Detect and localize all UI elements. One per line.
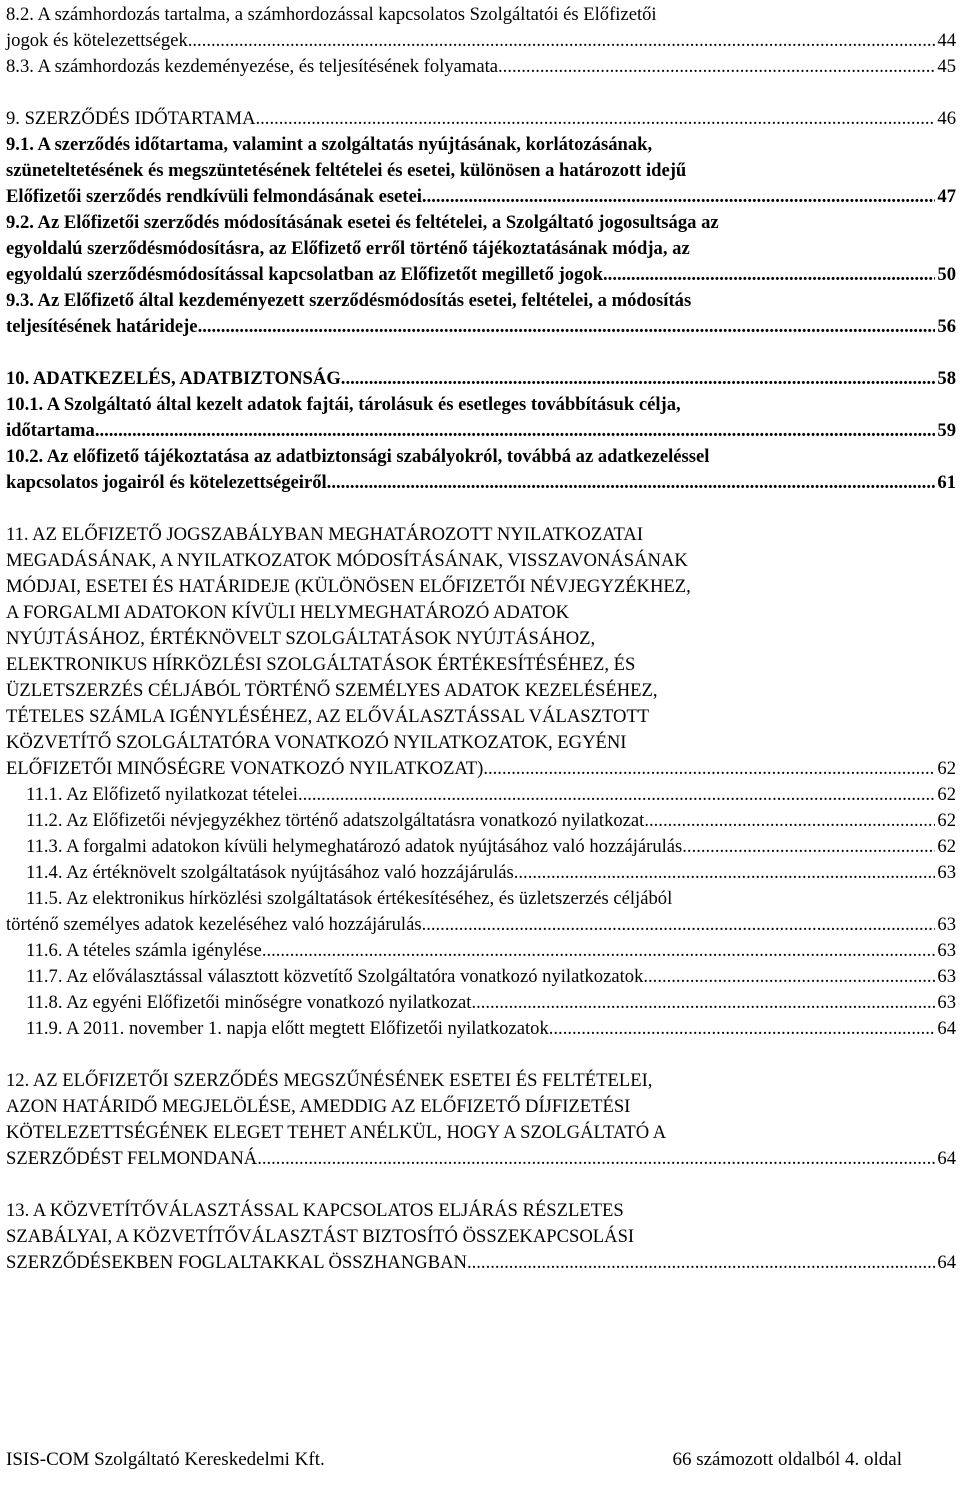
- toc-page-number: 63: [937, 992, 956, 1013]
- dot-leader: [341, 366, 936, 392]
- toc-entry-line: KÖZVETÍTŐ SZOLGÁLTATÓRA VONATKOZÓ NYILATKOZATOK, EGYÉNI: [6, 732, 627, 753]
- toc-entry-title: 11.8. Az egyéni Előfizetői minőségre vonatkozó nyilatkozat: [26, 992, 472, 1013]
- toc-entry-title: 11.3. A forgalmi adatokon kívüli helymeghatározó adatok nyújtásához való hozzájárulás: [26, 836, 683, 857]
- toc-entry-line: szüneteltetésének és megszüntetésének feltételei és esetei, különösen a határozott idejű: [6, 160, 687, 181]
- toc-entry[interactable]: [6, 834, 956, 860]
- dot-leader: [498, 54, 935, 80]
- dot-leader: [514, 860, 936, 886]
- toc-entry[interactable]: [6, 522, 956, 782]
- toc-entry-last-line: [6, 938, 956, 964]
- toc-entry-title: 11.9. A 2011. november 1. napja előtt megtett Előfizetői nyilatkozatok: [26, 1018, 549, 1039]
- toc-entry-line: A FORGALMI ADATOKON KÍVÜLI HELYMEGHATÁROZÓ ADATOK: [6, 602, 570, 623]
- toc-entry-last-line: [6, 366, 956, 392]
- toc-page-number: 62: [937, 784, 956, 805]
- toc-page-number: 63: [937, 914, 956, 935]
- toc-entry-title: időtartama: [6, 420, 95, 441]
- toc-entry[interactable]: [6, 964, 956, 990]
- toc-entry-line: ELEKTRONIKUS HÍRKÖZLÉSI SZOLGÁLTATÁSOK ÉRTÉKESÍTÉSÉHEZ, ÉS: [6, 654, 636, 675]
- toc-entry[interactable]: [6, 2, 956, 54]
- toc-page-number: 64: [937, 1252, 956, 1273]
- dot-leader: [644, 808, 935, 834]
- toc-entry-title: 10. ADATKEZELÉS, ADATBIZTONSÁG: [6, 368, 341, 389]
- toc-entry-line: MEGADÁSÁNAK, A NYILATKOZATOK MÓDOSÍTÁSÁNAK, VISSZAVONÁSÁNAK: [6, 550, 688, 571]
- toc-entry-title: teljesítésének határideje: [6, 316, 198, 337]
- toc-entry-last-line: [6, 834, 956, 860]
- dot-leader: [327, 470, 936, 496]
- toc-entry-last-line: [6, 184, 956, 210]
- dot-leader: [483, 756, 935, 782]
- toc-entry-line: SZABÁLYAI, A KÖZVETÍTŐVÁLASZTÁST BIZTOSÍTÓ ÖSSZEKAPCSOLÁSI: [6, 1226, 635, 1247]
- dot-leader: [643, 964, 935, 990]
- toc-page-number: 58: [937, 368, 956, 389]
- toc-page-number: 47: [937, 186, 956, 207]
- dot-leader: [549, 1016, 936, 1042]
- toc-entry-last-line: [6, 808, 956, 834]
- toc-entry-title: 11.7. Az előválasztással választott közvetítő Szolgáltatóra vonatkozó nyilatkozatok: [26, 966, 644, 987]
- dot-leader: [188, 28, 936, 54]
- toc-entry-last-line: [6, 912, 956, 938]
- toc-page-number: 62: [937, 836, 956, 857]
- toc-entry-title: 8.3. A számhordozás kezdeményezése, és teljesítésének folyamata: [6, 56, 499, 77]
- toc-entry-last-line: [6, 106, 956, 132]
- toc-entry-line: KÖTELEZETTSÉGÉNEK ELEGET TEHET ANÉLKÜL, HOGY A SZOLGÁLTATÓ A: [6, 1122, 667, 1143]
- toc-entry-line: 11. AZ ELŐFIZETŐ JOGSZABÁLYBAN MEGHATÁROZOTT NYILATKOZATAI: [6, 524, 644, 545]
- toc-entry-line: 10.1. A Szolgáltató által kezelt adatok fajtái, tárolásuk és esetleges továbbításuk célja,: [6, 394, 681, 415]
- dot-leader: [298, 782, 935, 808]
- dot-leader: [422, 184, 935, 210]
- table-of-contents: [6, 2, 956, 1276]
- toc-entry[interactable]: [6, 106, 956, 132]
- toc-entry-last-line: [6, 964, 956, 990]
- toc-entry-line: 10.2. Az előfizető tájékoztatása az adatbiztonsági szabályokról, továbbá az adatkezeléssel: [6, 446, 710, 467]
- toc-entry[interactable]: [6, 782, 956, 808]
- toc-entry-title: SZERZŐDÉSEKBEN FOGLALTAKKAL ÖSSZHANGBAN: [6, 1252, 467, 1273]
- toc-page-number: 44: [937, 30, 956, 51]
- toc-entry[interactable]: [6, 938, 956, 964]
- toc-entry-last-line: [6, 756, 956, 782]
- toc-entry-title: 11.6. A tételes számla igénylése: [26, 940, 262, 961]
- toc-page-number: 45: [937, 56, 956, 77]
- toc-entry-title: egyoldalú szerződésmódosítással kapcsolatban az Előfizetőt megillető jogok: [6, 264, 604, 285]
- toc-entry-title: kapcsolatos jogairól és kötelezettségeiről: [6, 472, 327, 493]
- toc-entry-last-line: [6, 262, 956, 288]
- footer-page-indicator: 66 számozott oldalból 4. oldal: [672, 1449, 902, 1470]
- toc-entry-line: AZON HATÁRIDŐ MEGJELÖLÉSE, AMEDDIG AZ ELŐFIZETŐ DÍJFIZETÉSI: [6, 1096, 631, 1117]
- toc-entry-line: 13. A KÖZVETÍTŐVÁLASZTÁSSAL KAPCSOLATOS ELJÁRÁS RÉSZLETES: [6, 1200, 624, 1221]
- dot-leader: [257, 1146, 935, 1172]
- footer-company-name: ISIS-COM Szolgáltató Kereskedelmi Kft.: [6, 1449, 325, 1470]
- toc-entry-last-line: [6, 1146, 956, 1172]
- toc-entry-line: MÓDJAI, ESETEI ÉS HATÁRIDEJE (KÜLÖNÖSEN ELŐFIZETŐI NÉVJEGYZÉKHEZ,: [6, 576, 691, 597]
- toc-page-number: 63: [937, 862, 956, 883]
- toc-page-number: 62: [937, 758, 956, 779]
- toc-entry-title: történő személyes adatok kezeléséhez való hozzájárulás: [6, 914, 422, 935]
- toc-entry-line: ÜZLETSZERZÉS CÉLJÁBÓL TÖRTÉNŐ SZEMÉLYES ADATOK KEZELÉSÉHEZ,: [6, 680, 658, 701]
- toc-entry-last-line: [6, 54, 956, 80]
- toc-entry-last-line: [6, 782, 956, 808]
- toc-entry-last-line: [6, 418, 956, 444]
- toc-entry-line: 9.3. Az Előfizető által kezdeményezett szerződésmódosítás esetei, feltételei, a módosítás: [6, 290, 692, 311]
- toc-entry-line: 9.2. Az Előfizetői szerződés módosításának esetei és feltételei, a Szolgáltató jogosultsága az: [6, 212, 719, 233]
- toc-page-number: 62: [937, 810, 956, 831]
- toc-page-number: 56: [937, 316, 956, 337]
- toc-entry-last-line: [6, 470, 956, 496]
- toc-entry-line: TÉTELES SZÁMLA IGÉNYLÉSÉHEZ, AZ ELŐVÁLASZTÁSSAL VÁLASZTOTT: [6, 706, 650, 727]
- toc-page-number: 64: [937, 1148, 956, 1169]
- toc-entry-title: ELŐFIZETŐI MINŐSÉGRE VONATKOZÓ NYILATKOZAT): [6, 758, 484, 779]
- toc-entry-title: 11.2. Az Előfizetői névjegyzékhez történő adatszolgáltatásra vonatkozó nyilatkozat: [26, 810, 645, 831]
- dot-leader: [262, 938, 936, 964]
- dot-leader: [422, 912, 936, 938]
- toc-entry-last-line: [6, 990, 956, 1016]
- toc-entry-line: egyoldalú szerződésmódosításra, az Előfizető erről történő tájékoztatásának módja, az: [6, 238, 690, 259]
- toc-entry-last-line: [6, 1250, 956, 1276]
- toc-entry[interactable]: [6, 392, 956, 444]
- dot-leader: [256, 106, 936, 132]
- toc-entry[interactable]: [6, 808, 956, 834]
- dot-leader: [95, 418, 936, 444]
- toc-entry-line: 8.2. A számhordozás tartalma, a számhordozással kapcsolatos Szolgáltatói és Előfizetői: [6, 4, 657, 25]
- toc-entry[interactable]: [6, 860, 956, 886]
- toc-entry-last-line: [6, 1016, 956, 1042]
- toc-entry-title: SZERZŐDÉST FELMONDANÁ: [6, 1148, 258, 1169]
- dot-leader: [198, 314, 936, 340]
- toc-entry-last-line: [6, 28, 956, 54]
- toc-entry-title: 11.4. Az értéknövelt szolgáltatások nyújtásához való hozzájárulás: [26, 862, 514, 883]
- toc-entry[interactable]: [6, 886, 956, 938]
- toc-entry[interactable]: [6, 54, 956, 80]
- page-footer: [6, 1447, 956, 1475]
- toc-entry[interactable]: [6, 990, 956, 1016]
- toc-entry-last-line: [6, 314, 956, 340]
- toc-entry[interactable]: [6, 1016, 956, 1042]
- toc-entry-title: 11.1. Az Előfizető nyilatkozat tételei: [26, 784, 298, 805]
- toc-page-number: 46: [937, 108, 956, 129]
- toc-entry[interactable]: [6, 210, 956, 288]
- toc-entry-line: 12. AZ ELŐFIZETŐI SZERZŐDÉS MEGSZŰNÉSÉNEK ESETEI ÉS FELTÉTELEI,: [6, 1070, 653, 1091]
- dot-leader: [682, 834, 935, 860]
- toc-page-number: 61: [937, 472, 956, 493]
- toc-entry[interactable]: [6, 1198, 956, 1276]
- toc-entry[interactable]: [6, 132, 956, 210]
- toc-entry-title: Előfizetői szerződés rendkívüli felmondásának esetei: [6, 186, 422, 207]
- toc-entry-line: NYÚJTÁSÁHOZ, ÉRTÉKNÖVELT SZOLGÁLTATÁSOK NYÚJTÁSÁHOZ,: [6, 628, 596, 649]
- toc-page-number: 59: [937, 420, 956, 441]
- toc-entry[interactable]: [6, 444, 956, 496]
- dot-leader: [471, 990, 935, 1016]
- dot-leader: [603, 262, 935, 288]
- toc-entry-last-line: [6, 860, 956, 886]
- toc-page-number: 63: [937, 966, 956, 987]
- toc-entry[interactable]: [6, 288, 956, 340]
- toc-page-number: 63: [937, 940, 956, 961]
- toc-entry[interactable]: [6, 366, 956, 392]
- toc-page-number: 50: [937, 264, 956, 285]
- toc-entry-line: 9.1. A szerződés időtartama, valamint a szolgáltatás nyújtásának, korlátozásának,: [6, 134, 653, 155]
- toc-entry-line: 11.5. Az elektronikus hírközlési szolgáltatások értékesítéséhez, és üzletszerzés céljából: [26, 888, 673, 909]
- toc-entry-title: jogok és kötelezettségek: [6, 30, 188, 51]
- toc-entry-title: 9. SZERZŐDÉS IDŐTARTAMA: [6, 108, 256, 129]
- dot-leader: [467, 1250, 935, 1276]
- toc-entry[interactable]: [6, 1068, 956, 1172]
- toc-page-number: 64: [937, 1018, 956, 1039]
